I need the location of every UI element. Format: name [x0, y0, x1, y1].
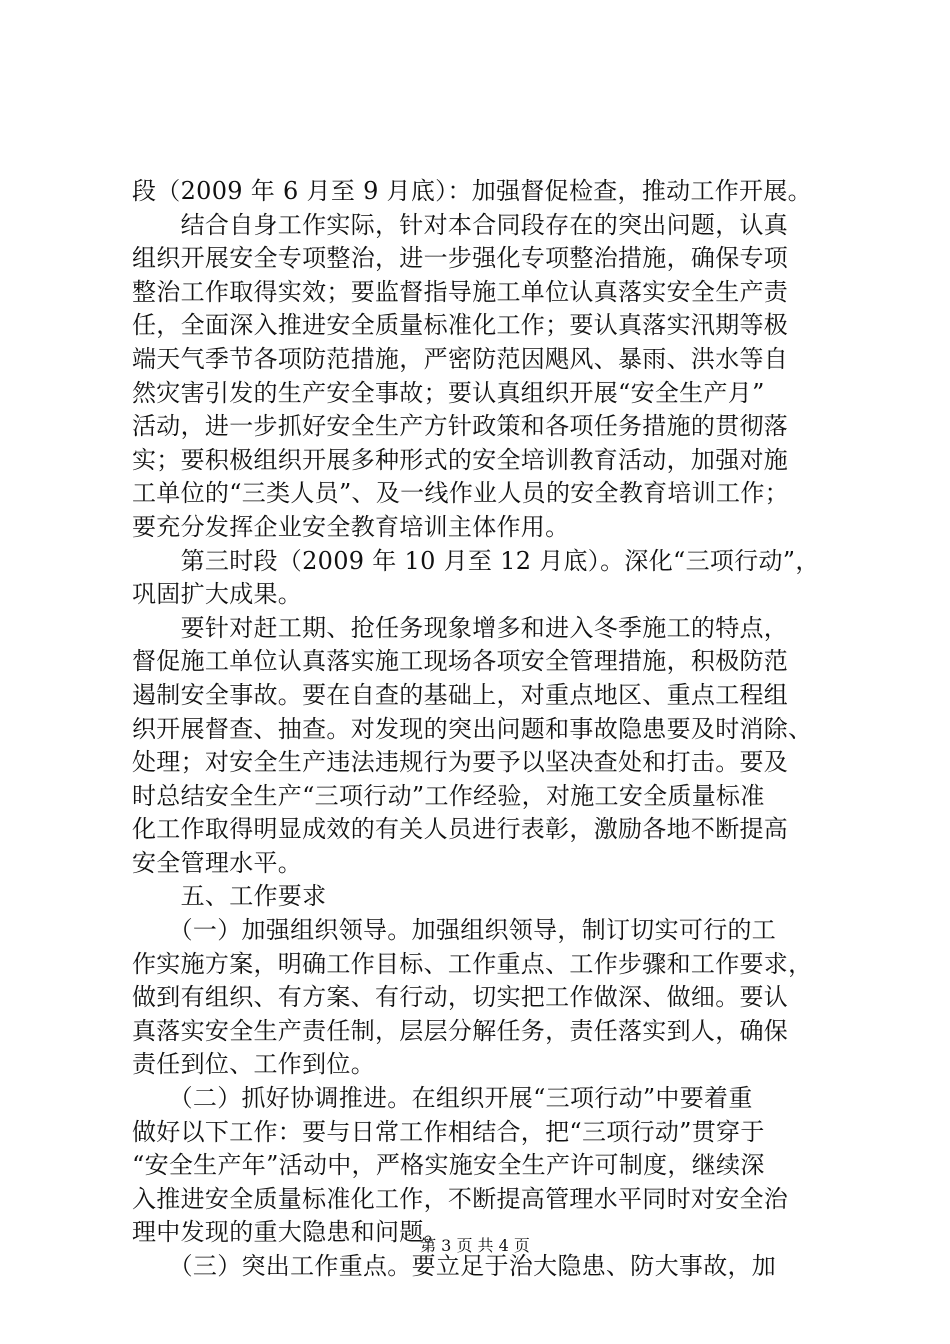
text-line: 巩固扩大成果。 [132, 580, 303, 609]
text-line: 第三时段（2009 年 10 月至 12 月底）。深化“三项行动”， [132, 546, 820, 575]
text-line: 织开展督查、抽查。对发现的突出问题和事故隐患要及时消除、 [132, 714, 813, 743]
text-line: 组织开展安全专项整治，进一步强化专项整治措施，确保专项 [132, 244, 789, 273]
text-line: 化工作取得明显成效的有关人员进行表彰，激励各地不断提高 [132, 815, 789, 844]
text-line: 真落实安全生产责任制，层层分解任务，责任落实到人，确保 [132, 1016, 789, 1045]
text-line: “安全生产年”活动中，严格实施安全生产许可制度，继续深 [132, 1151, 765, 1180]
text-line: 任，全面深入推进安全质量标准化工作；要认真落实汛期等极 [132, 311, 789, 340]
text-line: 端天气季节各项防范措施，严密防范因飓风、暴雨、洪水等自 [132, 344, 789, 373]
text-line: 理中发现的重大隐患和问题。 [132, 1218, 448, 1247]
text-line: （三）突出工作重点。要立足于治大隐患、防大事故，加 [132, 1252, 777, 1280]
text-line: 处理；对安全生产违法违规行为要予以坚决查处和打击。要及 [132, 748, 789, 777]
text-line: 时总结安全生产“三项行动”工作经验，对施工安全质量标准 [132, 781, 765, 810]
text-line: 做到有组织、有方案、有行动，切实把工作做深、做细。要认 [132, 983, 789, 1012]
text-line: 做好以下工作：要与日常工作相结合，把“三项行动”贯穿于 [132, 1117, 765, 1146]
text-line: 遏制安全事故。要在自查的基础上，对重点地区、重点工程组 [132, 680, 789, 709]
text-line: （一）加强组织领导。加强组织领导，制订切实可行的工 [132, 916, 777, 945]
text-line: 段（2009 年 6 月至 9 月底）：加强督促检查，推动工作开展。 [132, 177, 812, 205]
text-line: 要充分发挥企业安全教育培训主体作用。 [132, 512, 570, 541]
text-line: 整治工作取得实效；要监督指导施工单位认真落实安全生产责 [132, 277, 789, 306]
text-line: （二）抓好协调推进。在组织开展“三项行动”中要着重 [132, 1084, 753, 1113]
text-line: 实；要积极组织开展多种形式的安全培训教育活动，加强对施 [132, 445, 789, 474]
text-line: 入推进安全质量标准化工作，不断提高管理水平同时对安全治 [132, 1184, 789, 1213]
text-line: 活动，进一步抓好安全生产方针政策和各项任务措施的贯彻落 [132, 412, 789, 441]
text-line: 作实施方案，明确工作目标、工作重点、工作步骤和工作要求， [132, 949, 813, 978]
document-body [132, 175, 832, 1284]
text-line: 然灾害引发的生产安全事故；要认真组织开展“安全生产月” [132, 378, 765, 407]
page-footer: 第 3 页 共 4 页 [420, 1236, 530, 1255]
text-line: 结合自身工作实际，针对本合同段存在的突出问题，认真 [132, 210, 789, 239]
text-line: 责任到位、工作到位。 [132, 1050, 375, 1079]
section-heading: 五、工作要求 [132, 882, 327, 911]
text-line: 安全管理水平。 [132, 848, 303, 877]
text-line: 督促施工单位认真落实施工现场各项安全管理措施，积极防范 [132, 647, 789, 676]
text-line: 要针对赶工期、抢任务现象增多和进入冬季施工的特点， [132, 613, 789, 642]
text-line: 工单位的“三类人员”、及一线作业人员的安全教育培训工作； [132, 479, 789, 508]
